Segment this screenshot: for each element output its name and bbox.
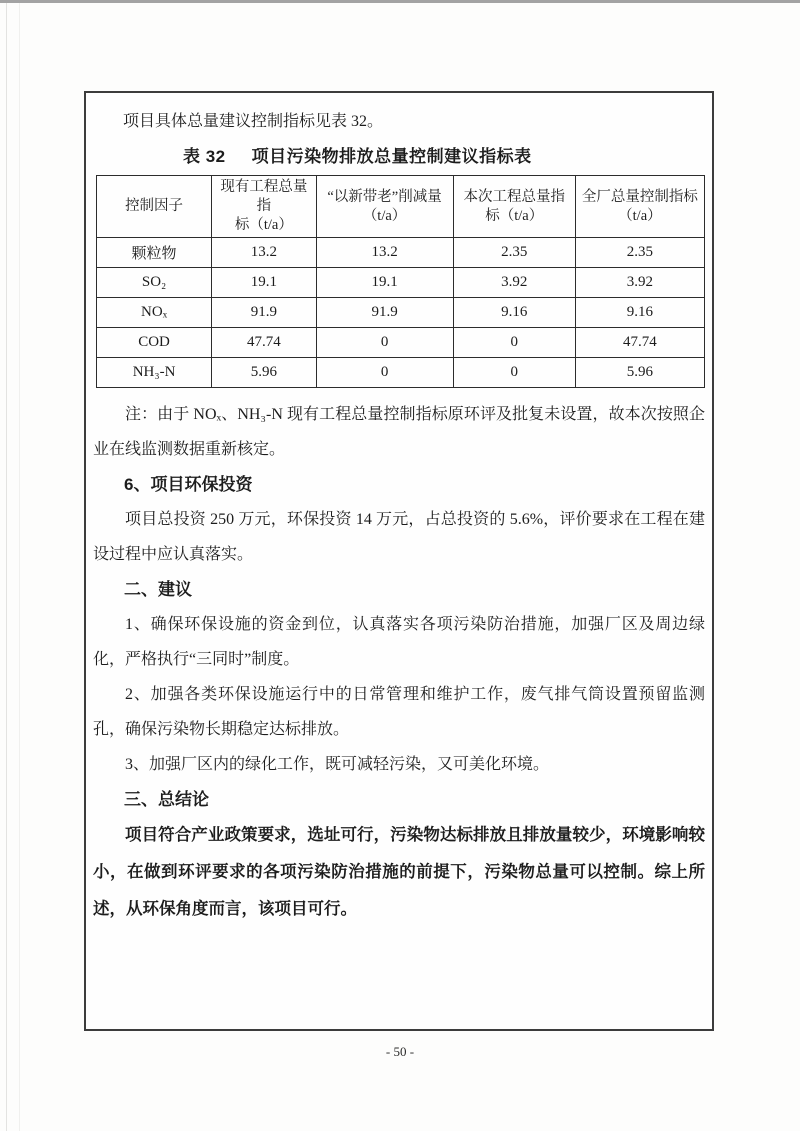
factor-cell: NOₓ [97,298,212,328]
factor-cell: 颗粒物 [97,238,212,268]
value-cell: 47.74 [575,328,704,358]
value-cell: 3.92 [575,268,704,298]
content-box [84,91,714,1031]
table-row-particulates [97,238,705,268]
table-row-nh3n [97,358,705,388]
table-caption [183,140,705,173]
value-cell: 13.2 [212,238,316,268]
section-conclusion-heading: 三、总结论 [124,790,209,809]
value-cell: 0 [453,328,575,358]
header-cell-existing: 现有工程总量指 标（t/a） [212,176,316,238]
suggestion-item-2: 2、加强各类环保设施运行中的日常管理和维护工作，废气排气筒设置预留监测孔，确保污染物长期稳定达标排放。 [93,686,705,738]
page-number: - 50 - [385,1044,415,1059]
conclusion-paragraph: 项目符合产业政策要求，选址可行，污染物达标排放且排放量较少，环境影响较小，在做到环评要求的各项污染防治措施的前提下，污染物总量可以控制。综上所述，从环保角度而言，该项目可行。 [93,826,705,918]
value-cell: 0 [316,328,453,358]
value-cell: 19.1 [316,268,453,298]
value-cell: 2.35 [453,238,575,268]
value-cell: 5.96 [212,358,316,388]
header-cell-factor: 控制因子 [97,176,212,238]
scan-left-edge-line [6,3,7,1131]
factor-cell: NH₃-N [97,358,212,388]
table-caption-title: 项目污染物排放总量控制建议指标表 [251,147,532,166]
table-note: 注：由于 NOₓ、NH₃-N 现有工程总量控制指标原环评及批复未设置，故本次按照企业在线监测数据重新核定。 [93,406,705,458]
factor-cell: COD [97,328,212,358]
value-cell: 0 [453,358,575,388]
value-cell: 2.35 [575,238,704,268]
scan-left-edge-line-2 [19,3,20,1131]
value-cell: 0 [316,358,453,388]
header-cell-this-project: 本次工程总量指 标（t/a） [453,176,575,238]
value-cell: 13.2 [316,238,453,268]
value-cell: 91.9 [316,298,453,328]
table-row-so2 [97,268,705,298]
factor-cell: SO₂ [97,268,212,298]
value-cell: 47.74 [212,328,316,358]
table-row-nox [97,298,705,328]
suggestion-item-1: 1、确保环保设施的资金到位，认真落实各项污染防治措施，加强厂区及周边绿化，严格执行“三同时”制度。 [93,616,705,668]
intro-paragraph: 项目具体总量建议控制指标见表 32。 [123,113,384,130]
value-cell: 9.16 [575,298,704,328]
section-investment-heading: 6、项目环保投资 [124,475,253,494]
section-suggestions-heading: 二、建议 [124,580,192,599]
header-cell-whole-plant: 全厂总量控制指标 （t/a） [575,176,704,238]
table-row-cod [97,328,705,358]
value-cell: 5.96 [575,358,704,388]
value-cell: 91.9 [212,298,316,328]
value-cell: 3.92 [453,268,575,298]
value-cell: 9.16 [453,298,575,328]
header-cell-reduction: “以新带老”削减量 （t/a） [316,176,453,238]
value-cell: 19.1 [212,268,316,298]
scan-top-edge [0,0,800,3]
suggestion-item-3: 3、加强厂区内的绿化工作，既可减轻污染，又可美化环境。 [125,756,550,773]
table-header-row [97,176,705,238]
section-investment-paragraph: 项目总投资 250 万元，环保投资 14 万元，占总投资的 5.6%，评价要求在工程在建设过程中应认真落实。 [93,511,705,563]
table-caption-label: 表 32 [183,147,226,166]
pollutant-total-control-table [96,175,705,388]
